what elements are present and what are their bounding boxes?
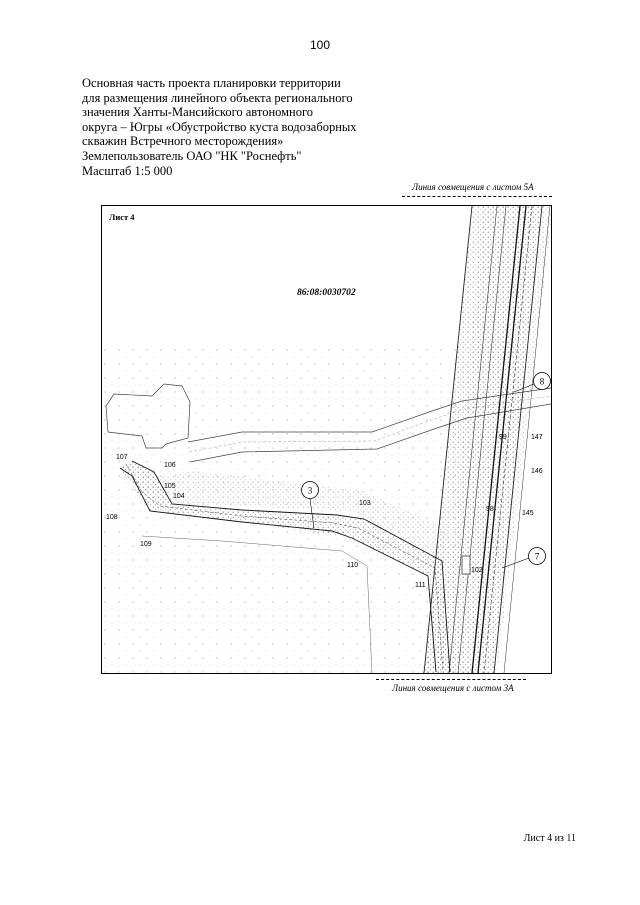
structure-marker bbox=[462, 556, 470, 574]
caption-line: для размещения линейного объекта регионального bbox=[82, 90, 353, 105]
point-label-109: 109 bbox=[140, 541, 152, 548]
point-label-146: 146 bbox=[531, 468, 543, 475]
map-frame bbox=[101, 205, 552, 674]
caption-line: округа – Югры «Обустройство куста водозаборных bbox=[82, 119, 357, 134]
point-label-111: 111 bbox=[415, 582, 426, 589]
point-label-107: 107 bbox=[116, 454, 128, 461]
cadastral-number: 86:08:0030702 bbox=[297, 288, 356, 298]
svg-text:7: 7 bbox=[534, 551, 540, 562]
svg-text:3: 3 bbox=[307, 485, 313, 496]
point-label-103: 103 bbox=[359, 500, 371, 507]
sheet-label: Лист 4 bbox=[109, 212, 135, 222]
caption-line: скважин Встречного месторождения» bbox=[82, 134, 284, 149]
point-label-104: 104 bbox=[173, 493, 185, 500]
point-label-106: 106 bbox=[164, 462, 176, 469]
svg-text:8: 8 bbox=[539, 376, 545, 387]
callout-3 bbox=[302, 482, 319, 499]
point-label-110: 110 bbox=[347, 562, 359, 569]
match-line-bottom-label: Линия совмещения с листом 3А bbox=[392, 683, 514, 693]
point-label-102: 102 bbox=[471, 567, 483, 574]
map-drawing bbox=[102, 206, 551, 673]
sheet-footer: Лист 4 из 11 bbox=[523, 833, 576, 844]
point-label-147: 147 bbox=[531, 434, 543, 441]
match-line-top-label: Линия совмещения с листом 5А bbox=[412, 182, 534, 192]
point-label-105: 105 bbox=[164, 483, 176, 490]
match-line-top bbox=[402, 196, 552, 197]
match-line-bottom bbox=[376, 679, 526, 680]
document-caption bbox=[82, 76, 382, 178]
caption-line: Землепользователь ОАО "НК "Роснефть" bbox=[82, 148, 302, 163]
callout-8 bbox=[534, 373, 551, 390]
point-label-98: 98 bbox=[486, 506, 494, 513]
point-label-145: 145 bbox=[522, 510, 534, 517]
point-label-99: 99 bbox=[499, 434, 507, 441]
page-number: 100 bbox=[309, 38, 331, 52]
point-label-108: 108 bbox=[106, 514, 118, 521]
caption-line: Масштаб 1:5 000 bbox=[82, 163, 173, 178]
callout-7 bbox=[529, 548, 546, 565]
caption-line: значения Ханты-Мансийского автономного bbox=[82, 105, 314, 120]
caption-line: Основная часть проекта планировки территории bbox=[82, 76, 341, 90]
